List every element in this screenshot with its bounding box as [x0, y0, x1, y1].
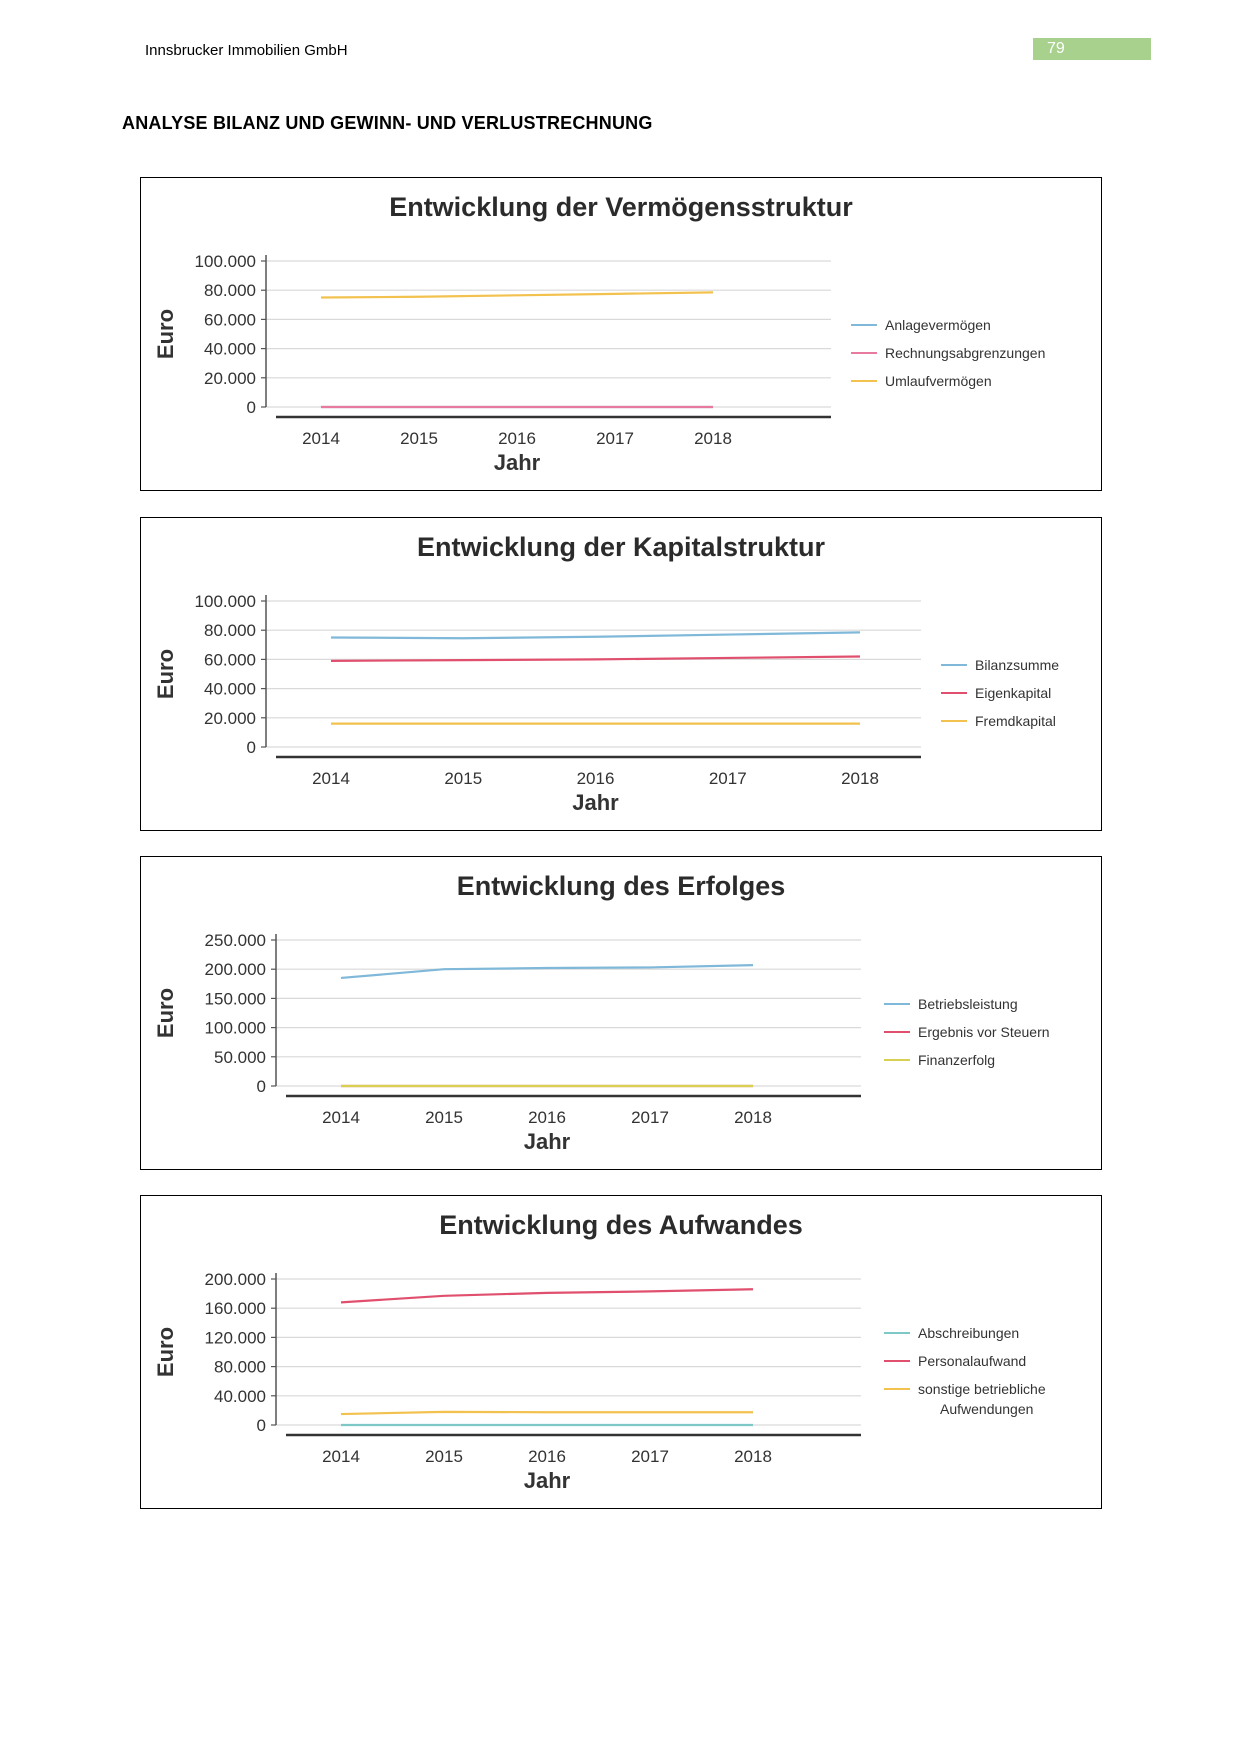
x-tick-label: 2017	[708, 769, 747, 788]
y-tick-label: 20.000	[204, 708, 256, 728]
x-tick-label: 2015	[444, 769, 483, 788]
series-line-bilanzsumme	[331, 632, 860, 638]
legend-label: Betriebsleistung	[918, 996, 1018, 1012]
x-tick-label: 2018	[734, 1447, 772, 1466]
y-axis-label: Euro	[153, 648, 178, 700]
x-tick-label: 2018	[694, 429, 732, 448]
y-tick-label: 50.000	[214, 1047, 266, 1067]
legend-label: Eigenkapital	[975, 685, 1052, 701]
y-tick-label: 0	[246, 398, 256, 417]
x-tick-label: 2016	[528, 1108, 566, 1127]
y-tick-label: 100.000	[204, 1018, 266, 1038]
x-tick-label: 2014	[302, 429, 340, 448]
y-tick-label: 0	[256, 1077, 266, 1096]
legend-label: Finanzerfolg	[918, 1052, 996, 1068]
y-tick-label: 80.000	[214, 1357, 266, 1377]
x-tick-label: 2018	[734, 1108, 772, 1127]
header-company-name: Innsbrucker Immobilien GmbH	[145, 42, 348, 59]
y-tick-label: 200.000	[204, 1270, 266, 1289]
chart-title: Entwicklung des Aufwandes	[439, 1210, 803, 1240]
chart-vermoegensstruktur	[140, 177, 1102, 491]
chart-vermoegensstruktur-svg	[141, 178, 1101, 490]
y-tick-label: 40.000	[204, 339, 256, 359]
legend-label: Bilanzsumme	[975, 657, 1060, 673]
chart-title: Entwicklung der Kapitalstruktur	[416, 532, 826, 562]
legend-label: Ergebnis vor Steuern	[918, 1024, 1050, 1040]
x-tick-label: 2016	[498, 429, 536, 448]
x-tick-label: 2014	[322, 1447, 360, 1466]
x-axis-label: Jahr	[523, 1129, 571, 1154]
series-line-umlaufvermoegen	[321, 292, 713, 297]
y-axis-label: Euro	[153, 987, 178, 1039]
chart-erfolg	[140, 856, 1102, 1170]
y-tick-label: 100.000	[194, 592, 256, 611]
x-tick-label: 2015	[425, 1447, 463, 1466]
y-tick-label: 40.000	[214, 1386, 266, 1406]
x-tick-label: 2018	[841, 769, 879, 788]
y-tick-label: 250.000	[204, 931, 266, 950]
y-tick-label: 60.000	[204, 650, 256, 670]
chart-kapitalstruktur-svg	[141, 518, 1101, 830]
legend-label: sonstige betriebliche	[918, 1381, 1046, 1397]
y-tick-label: 60.000	[204, 310, 256, 330]
section-title: ANALYSE BILANZ UND GEWINN- UND VERLUSTRECHNUNG	[122, 113, 653, 133]
chart-erfolg-svg	[141, 857, 1101, 1169]
legend-label: Fremdkapital	[975, 713, 1056, 729]
y-tick-label: 0	[246, 738, 256, 757]
legend-label: Anlagevermögen	[885, 317, 991, 333]
chart-kapitalstruktur	[140, 517, 1102, 831]
y-tick-label: 100.000	[194, 252, 256, 271]
x-tick-label: 2015	[425, 1108, 463, 1127]
chart-aufwand-svg	[141, 1196, 1101, 1508]
x-tick-label: 2016	[528, 1447, 566, 1466]
x-tick-label: 2014	[312, 769, 350, 788]
series-line-eigenkapital	[331, 656, 860, 660]
chart-aufwand	[140, 1195, 1102, 1509]
y-tick-label: 160.000	[204, 1299, 266, 1319]
legend-label: Rechnungsabgrenzungen	[885, 345, 1046, 361]
y-tick-label: 150.000	[204, 989, 266, 1009]
x-tick-label: 2016	[576, 769, 615, 788]
y-tick-label: 40.000	[204, 679, 256, 699]
x-tick-label: 2017	[596, 429, 634, 448]
y-tick-label: 20.000	[204, 368, 256, 388]
y-tick-label: 200.000	[204, 960, 266, 980]
x-axis-label: Jahr	[523, 1468, 571, 1493]
legend-label: Personalaufwand	[918, 1353, 1027, 1369]
y-tick-label: 80.000	[204, 621, 256, 641]
x-tick-label: 2015	[400, 429, 438, 448]
series-line-personalaufwand	[341, 1289, 753, 1302]
y-tick-label: 120.000	[204, 1328, 266, 1348]
x-tick-label: 2014	[322, 1108, 360, 1127]
y-tick-label: 0	[256, 1416, 266, 1435]
y-tick-label: 80.000	[204, 281, 256, 301]
x-axis-label: Jahr	[493, 450, 541, 475]
x-tick-label: 2017	[631, 1108, 669, 1127]
x-tick-label: 2017	[631, 1447, 669, 1466]
series-line-betriebsleistung	[341, 965, 753, 978]
legend-label: Abschreibungen	[918, 1325, 1020, 1341]
y-axis-label: Euro	[153, 1326, 178, 1378]
legend-label: Aufwendungen	[940, 1401, 1034, 1417]
y-axis-label: Euro	[153, 308, 178, 360]
legend-label: Umlaufvermögen	[885, 373, 992, 389]
page-number: 79	[1033, 38, 1151, 60]
chart-title: Entwicklung des Erfolges	[456, 871, 786, 901]
x-axis-label: Jahr	[572, 790, 619, 815]
chart-title: Entwicklung der Vermögensstruktur	[389, 192, 853, 222]
